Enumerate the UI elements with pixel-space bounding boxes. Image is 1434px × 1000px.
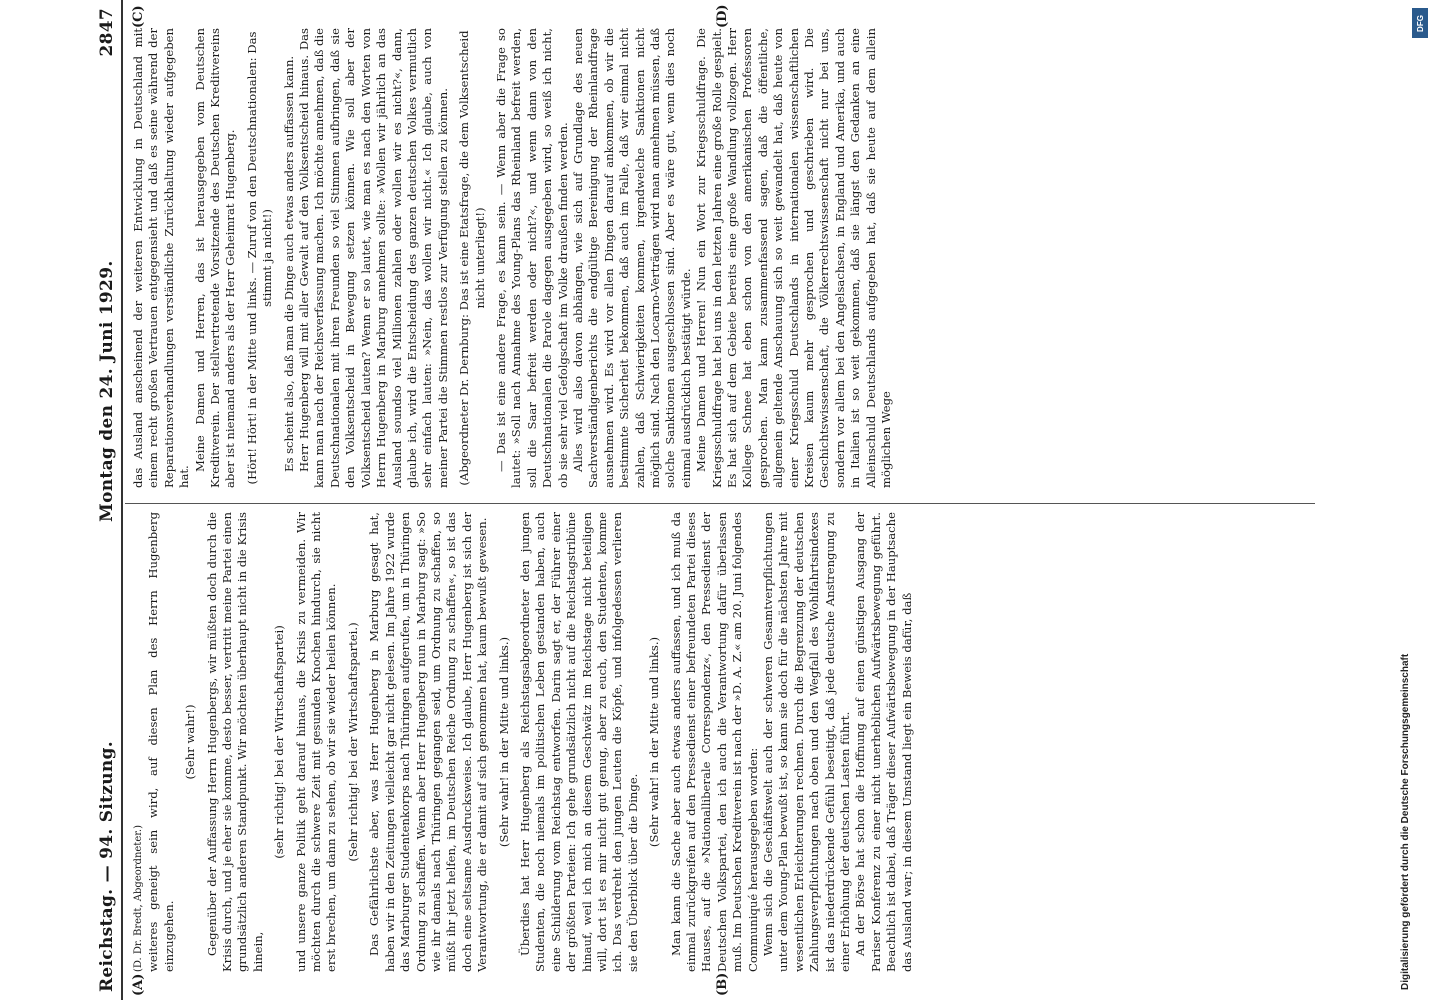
digitization-note-text: Digitalisierung gefördert durch die Deutsche Forschungsgemeinschaft [1400, 653, 1411, 990]
margin-mark-c: (C) [131, 5, 146, 28]
quoted-paragraph: Wenn sich die Geschäftswelt auch der schweren Gesamtverpflichtungen unter dem Young-Plan bewußt ist, so kann sie doch für die nächsten Jahre mit wesentlichen Erleichterungen rechnen. Durch die Begrenzung der deutschen Zahlungsverpflichtungen nach oben und den Wegfall des Wohlfahrtsindexes ist das niederdrückende Gefühl beseitigt, daß jede deutsche Anstrengung zu einer Erhöhung der deutschen Lasten führt. [761, 512, 853, 972]
header-rule [121, 0, 123, 1000]
paragraph: Alles wird also davon abhängen, wie sich auf Grundlage des neuen Sachverständigenberichts die endgültige Bereinigung der Rheinlandfrage ausnehmen wird. Es wird vor allen Dingen darauf ankommen, ob wir die bestimmte Sicherheit bekommen, daß auch im Falle, daß wir einmal nicht zahlen, daß Schwierigkeiten kommen, irgendwelche Sanktionen nicht möglich sind. Nach den Locarno-Verträgen wird man annehmen müssen, daß solche Sanktionen ausgeschlossen sind. Aber es wäre gut, wenn dies noch einmal ausdrücklich bestätigt würde. [570, 28, 693, 488]
paragraph: Man kann die Sache aber auch etwas anders auffassen, und ich muß da einmal zurückgreifen auf den Pressedienst einer befreundeten Partei dieses Hauses, auf die »Nationalliberale Correspondenz«, den Pressedienst der Deutschen Volkspartei, den ich auch die Verantwortung dafür überlassen muß. Im Deutschen Kreditverein ist nach der »D. A. Z.« am 20. Juni folgendes Communiqué herausgegeben worden: [668, 512, 760, 972]
paragraph: Das Gefährlichste aber, was Herr Hugenberg in Marburg gesagt hat, haben wir in den Zeitungen vielleicht gar nicht gelesen. Im Jahre 1922 wurde das Marburger Studentenkorps nach Thüringen aufgerufen, um in Thüringen Ordnung zu schaffen. Wenn aber Herr Hugenberg nun in Marburg sagt: »So wie ihr damals nach Thüringen gegangen seid, um Ordnung zu schaffen, so müßt ihr jetzt helfen, im Deutschen Reiche Ordnung zu schaffen«, so ist das doch eine seltsame Ausdrucksweise. Ich glaube, Herr Hugenberg ist sich der Verantwortung, die er damit auf sich genommen hat, kaum bewußt gewesen. [367, 512, 490, 972]
margin-mark-d: (D) [715, 4, 730, 28]
interjection: (sehr richtig! bei der Wirtschaftspartei) [272, 625, 287, 859]
quoted-paragraph: An der Börse hat schon die Hoffnung auf einen günstigen Ausgang der Pariser Konferenz zu einer nicht unerheblichen Aufwärtsbewegung geführt. Beachtlich ist dabei, daß Träger dieser Aufwärtsbewegung in der Hauptsache das Ausland war; in diesem Umstand liegt ein Beweis dafür, daß [853, 512, 914, 972]
interjection: (Hört! Hört! in der Mitte und links. — Zuruf von den Deutschnationalen: Das stimmt ja nicht!) [244, 31, 275, 485]
paragraph: — Das ist eine andere Frage, es kann sein. — Wenn aber die Frage so lautet: »Soll nach Annahme des Young-Plans das Rheinland befreit werden, soll die Saar befreit werden oder nicht?«, und wenn dann von den Deutschnationalen die Parole dagegen ausgegeben wird, so weiß ich nicht, ob sie sehr viel Gefolgschaft im Volke draußen finden werden. [493, 28, 570, 488]
digitization-note [1400, 10, 1414, 990]
right-column [131, 28, 895, 488]
quoted-paragraph: das Ausland anscheinend der weiteren Entwicklung in Deutschland mit einem recht großen Vertrauen entgegensieht und daß es seine während der Reparationsverhandlungen verständliche Zurückhaltung wieder aufgegeben hat. [131, 28, 192, 488]
paragraph: und unsere ganze Politik geht darauf hinaus, die Krisis zu vermeiden. Wir möchten durch die schwere Zeit mit gesunden Knochen hindurch, sie nicht erst brechen, um dann zu sehen, ob wir sie wieder heilen können. [293, 512, 339, 972]
dfg-logo [1412, 8, 1428, 38]
page-header [95, 0, 123, 1000]
interjection: (Abgeordneter Dr. Dernburg: Das ist eine Etatsfrage, die dem Volksentscheid nicht unterliegt!) [457, 30, 487, 486]
paragraph: Meine Damen und Herren! Nun ein Wort zur Kriegsschuldfrage. Die Kriegsschuldfrage hat bei uns in den letzten Jahren eine große Rolle gespielt. Es hat sich auf dem Gebiete bereits eine große Wandlung vollzogen. Herr Kollege Schnee hat eben schon von den amerikanischen Professoren gesprochen. Man kann zusammenfassend sagen, daß die öffentliche, allgemein geltende Anschauung sich so weit gewandelt hat, daß heute von einer Kriegsschuld Deutschlands in internationalen wissenschaftlichen Kreisen kaum mehr gesprochen und geschrieben wird. Die Geschichtswissenschaft, die Völkerrechtswissenschaft nicht nur bei uns, sondern vor allem bei den Angelsachsen, in England und Amerika, und auch in Italien ist so weit gekommen, daß sie längst den Gedanken an eine Alleinschuld Deutschlands aufgegeben hat, daß sie heute auf dem allein möglichen Wege [694, 28, 894, 488]
dfg-logo-text: DFG [1415, 14, 1425, 32]
document-page [95, 0, 1335, 1000]
interjection: (Sehr richtig! bei der Wirtschaftspartei.) [345, 622, 360, 862]
interjection: (Sehr wahr!) [183, 704, 198, 780]
paragraph: Überdies hat Herr Hugenberg als Reichstagsabgeordneter den jungen Studenten, die noch niemals im politischen Leben gestanden haben, auch eine Schilderung vom Reichstag entworfen. Darin sagt er, der Führer einer der größten Parteien: Ich gehe grundsätzlich nicht auf die Reichstagstribüne hinauf, weil ich mich an diesem Geschwätz im Reichstage nicht beteiligen will, dort ist es mir nicht gut genug, aber zu euch, den Studenten, komme ich. Das verdreht den jungen Leuten die Köpfe, und infolgedessen verlieren sie den Überblick über die Dinge. [517, 512, 640, 972]
header-session: Reichstag. — 94. Sitzung. [97, 741, 117, 992]
paragraph: Meine Damen und Herren, das ist herausgegeben vom Deutschen Kreditverein. Der stellvertretende Vorsitzende des Deutschen Kreditvereins aber ist niemand anders als der Herr Geheimrat Hugenberg. [192, 28, 238, 488]
paragraph: weiteres geneigt sein wird, auf diesen Plan des Herrn Hugenberg einzugehen. [146, 512, 176, 972]
column-divider [125, 503, 1315, 504]
speaker-line: (D. Dr. Bredt, Abgeordneter.) [133, 824, 144, 972]
margin-mark-b: (B) [715, 972, 730, 996]
interjection: (Sehr wahr! in der Mitte und links.) [647, 636, 662, 848]
paragraph: Herr Hugenberg will mit aller Gewalt auf den Volksentscheid hinaus. Das kann man nach der Reichsverfassung machen. Ich möchte annehmen, daß die Deutschnationalen mit ihren Freunden so viel Stimmen aufbringen, daß sie den Volksentscheid in Bewegung setzen können. Wie soll aber der Volksentscheid lauten? Wenn er so lautet, wie man es nach den Worten von Herrn Hugenberg in Marburg annehmen sollte: »Wollen wir jährlich an das Ausland soundso viel Millionen zahlen oder wollen wir es nicht?«, dann, glaube ich, wird die Entscheidung des ganzen deutschen Volkes vermutlich sehr einfach lauten: »Nein, das wollen wir nicht.« Ich glaube, auch von meiner Partei die Stimmen restlos zur Verfügung stellen zu können. [297, 27, 450, 488]
page-number: 2847 [97, 8, 117, 57]
left-column [131, 512, 915, 972]
paragraph: Es scheint also, daß man die Dinge auch etwas anders auffassen kann. [281, 55, 296, 472]
header-date: Montag den 24. Juni 1929. [97, 260, 117, 522]
margin-mark-a: (A) [131, 973, 146, 996]
paragraph: Gegenüber der Auffassung Herrn Hugenbergs, wir müßten doch durch die Krisis durch, und je eher sie komme, desto besser, vertritt meine Partei einen grundsätzlich anderen Standpunkt. Wir möchten überhaupt nicht in die Krisis hinein, [204, 512, 265, 972]
interjection: (Sehr wahr! in der Mitte und links.) [496, 636, 511, 848]
